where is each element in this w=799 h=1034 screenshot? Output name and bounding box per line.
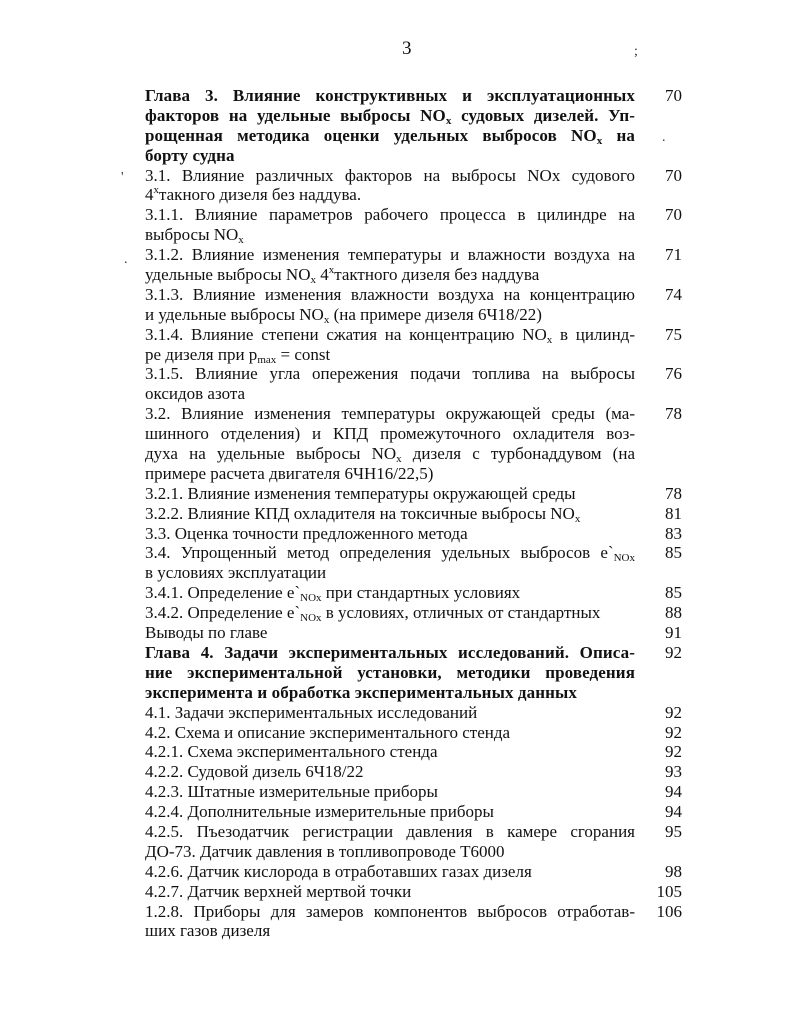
toc-line: и удельные выбросы $NO_x$ (на примере дизеля 6Ч18/22) xyxy=(145,304,542,326)
toc-line: выбросы $NO_x$ xyxy=(145,225,244,247)
toc-line: шинного отделения) и КПД промежуточного охладителя воз- xyxy=(145,424,635,444)
toc-page-number: 71 xyxy=(665,245,682,265)
toc-page-number: 92 xyxy=(665,702,682,722)
toc-entry xyxy=(145,703,682,723)
toc-line: 3.1.5. Влияние угла опережения подачи топлива на выбросы xyxy=(145,364,635,384)
subscript: x xyxy=(445,114,452,127)
superscript: x xyxy=(328,264,335,277)
toc-entry xyxy=(145,742,682,762)
toc-line: ших газов дизеля xyxy=(145,921,271,941)
toc-entry xyxy=(145,583,682,603)
table-of-contents xyxy=(145,86,682,941)
toc-entry-title xyxy=(145,484,635,504)
toc-entry-title xyxy=(145,86,635,166)
toc-entry-title xyxy=(145,205,635,245)
toc-page-number: 92 xyxy=(665,642,682,662)
toc-line: оксидов азота xyxy=(145,384,246,404)
subscript: NOx xyxy=(300,592,322,605)
toc-entry-title xyxy=(145,862,635,882)
toc-entry xyxy=(145,623,682,643)
toc-entry xyxy=(145,245,682,285)
toc-line: 4.1. Задачи экспериментальных исследований xyxy=(145,702,478,722)
scan-speck: . xyxy=(662,130,666,145)
toc-line: 4.2. Схема и описание экспериментального стенда xyxy=(145,722,511,742)
toc-page-number: 83 xyxy=(665,523,682,543)
toc-entry xyxy=(145,524,682,544)
toc-line: 4.2.4. Дополнительные измерительные приборы xyxy=(145,802,494,822)
toc-entry xyxy=(145,205,682,245)
toc-entry xyxy=(145,782,682,802)
toc-line: 3.1.3. Влияние изменения влажности воздуха на концентрацию xyxy=(145,284,635,304)
toc-line: примере расчета двигателя 6ЧН16/22,5) xyxy=(145,463,434,483)
toc-page-number: 95 xyxy=(665,821,682,841)
toc-page-number: 106 xyxy=(656,901,682,921)
toc-entry-title xyxy=(145,623,635,643)
toc-entry xyxy=(145,504,682,524)
toc-entry-title xyxy=(145,285,635,325)
toc-page-number: 78 xyxy=(665,483,682,503)
subscript: x xyxy=(574,512,581,525)
toc-page-number: 74 xyxy=(665,284,682,304)
toc-line: эксперимента и обработка экспериментальных данных xyxy=(145,682,577,702)
toc-entry-title xyxy=(145,802,635,822)
toc-line: 1.2.8. Приборы для замеров компонентов выбросов отработав- xyxy=(145,901,635,921)
toc-line: 3.2.2. Влияние КПД охладителя на токсичные выбросы $NO_x$ xyxy=(145,503,581,525)
toc-line: 3.1.2. Влияние изменения температуры и влажности воздуха на xyxy=(145,245,635,265)
toc-page-number: 76 xyxy=(665,364,682,384)
scan-speck: ; xyxy=(634,44,638,59)
toc-entry xyxy=(145,325,682,365)
subscript: NOx xyxy=(613,552,635,565)
subscript: NOx xyxy=(300,612,322,625)
scan-speck: ' xyxy=(121,170,124,185)
toc-line: 3.1.1. Влияние параметров рабочего процесса в цилиндре на xyxy=(145,205,635,225)
toc-line: 4.2.6. Датчик кислорода в отработавших газах дизеля xyxy=(145,861,532,881)
toc-page-number: 93 xyxy=(665,762,682,782)
subscript: x xyxy=(323,313,330,326)
toc-line: Выводы по главе xyxy=(145,623,268,643)
toc-entry-title xyxy=(145,742,635,762)
toc-line: 3.4. Упрощенный метод определения удельных выбросов $e`_{NOx}$ xyxy=(145,543,635,565)
page-number: 3 xyxy=(402,38,412,59)
toc-page-number: 88 xyxy=(665,603,682,623)
toc-page-number: 98 xyxy=(665,861,682,881)
toc-page-number: 70 xyxy=(665,86,682,105)
toc-line: удельные выбросы $NO_x$ 4$^x$тактного дизеля без наддува xyxy=(145,264,540,287)
toc-page-number: 105 xyxy=(656,881,682,901)
toc-chapter-entry xyxy=(145,86,682,166)
toc-entry-title xyxy=(145,325,635,365)
toc-line: 3.1.4. Влияние степени сжатия на концентрацию $NO_x$ в цилинд- xyxy=(145,324,635,346)
toc-entry xyxy=(145,723,682,743)
toc-line: 3.2. Влияние изменения температуры окружающей среды (ма- xyxy=(145,404,635,424)
toc-page-number: 92 xyxy=(665,722,682,742)
toc-line: 3.4.1. Определение $e`_{NOx}$ при стандартных условиях xyxy=(145,583,521,605)
toc-entry-title xyxy=(145,166,635,206)
toc-line: 4$^x$такного дизеля без наддува. xyxy=(145,184,362,205)
toc-entry-title xyxy=(145,782,635,802)
toc-line: 3.4.2. Определение $e`_{NOx}$ в условиях, отличных от стандартных xyxy=(145,603,601,625)
subscript: x xyxy=(238,234,244,247)
toc-entry xyxy=(145,364,682,404)
toc-entry xyxy=(145,285,682,325)
toc-line: ние экспериментальной установки, методики проведения xyxy=(145,662,635,682)
toc-line: 4.2.3. Штатные измерительные приборы xyxy=(145,782,438,802)
toc-entry xyxy=(145,862,682,882)
toc-entry-title xyxy=(145,404,635,484)
toc-entry xyxy=(145,166,682,206)
toc-line: Глава 4. Задачи экспериментальных исследований. Описа- xyxy=(145,642,635,662)
toc-entry-title xyxy=(145,703,635,723)
toc-line: 3.3. Оценка точности предложенного метода xyxy=(145,523,468,543)
toc-entry xyxy=(145,822,682,862)
toc-entry-title xyxy=(145,902,635,942)
subscript: x xyxy=(396,453,402,466)
toc-entry-title xyxy=(145,524,635,544)
toc-line: борту судна xyxy=(145,145,235,165)
toc-chapter-entry xyxy=(145,643,682,703)
toc-line: 4.2.2. Судовой дизель 6Ч18/22 xyxy=(145,762,364,782)
toc-page-number: 94 xyxy=(665,802,682,822)
toc-entry xyxy=(145,802,682,822)
toc-entry xyxy=(145,603,682,623)
toc-page-number: 70 xyxy=(665,165,682,185)
toc-page-number: 91 xyxy=(665,623,682,643)
toc-entry xyxy=(145,902,682,942)
toc-page-number: 70 xyxy=(665,205,682,225)
toc-line: 4.2.5. Пъезодатчик регистрации давления в камере сгорания xyxy=(145,821,635,841)
toc-entry-title xyxy=(145,723,635,743)
superscript: x xyxy=(153,184,159,197)
subscript: x xyxy=(596,134,603,147)
scan-speck: . xyxy=(124,252,128,267)
toc-page-number: 78 xyxy=(665,404,682,424)
toc-entry xyxy=(145,762,682,782)
toc-entry-title xyxy=(145,504,635,524)
toc-line: 4.2.7. Датчик верхней мертвой точки xyxy=(145,881,412,901)
toc-entry-title xyxy=(145,583,635,603)
toc-entry-title xyxy=(145,245,635,285)
toc-entry-title xyxy=(145,543,635,583)
toc-entry xyxy=(145,543,682,583)
toc-line: факторов на удельные выбросы $NO_x$ судовых дизелей. Уп- xyxy=(145,105,636,127)
toc-entry xyxy=(145,404,682,484)
toc-entry xyxy=(145,882,682,902)
toc-line: в условиях эксплуатации xyxy=(145,563,327,583)
toc-line: рощенная методика оценки удельных выбросов $NO_x$ на xyxy=(145,125,635,147)
toc-entry-title xyxy=(145,603,635,623)
toc-line: Глава 3. Влияние конструктивных и эксплуатационных xyxy=(145,86,635,105)
subscript: x xyxy=(310,274,316,287)
toc-entry-title xyxy=(145,643,635,703)
subscript: max xyxy=(257,353,277,366)
toc-page-number: 85 xyxy=(665,543,682,563)
toc-page-number: 92 xyxy=(665,742,682,762)
toc-entry xyxy=(145,484,682,504)
toc-entry-title xyxy=(145,364,635,404)
toc-line: ре дизеля при $p_{max}$ = const xyxy=(145,344,331,366)
toc-line: 3.1. Влияние различных факторов на выбросы NOx судового xyxy=(145,165,635,185)
toc-line: духа на удельные выбросы $NO_x$ дизеля с турбонаддувом (на xyxy=(145,444,635,466)
toc-page-number: 85 xyxy=(665,583,682,603)
toc-entry-title xyxy=(145,762,635,782)
toc-page-number: 94 xyxy=(665,782,682,802)
toc-entry-title xyxy=(145,822,635,862)
toc-line: ДО-73. Датчик давления в топливопроводе Т6000 xyxy=(145,841,505,861)
toc-page-number: 81 xyxy=(665,503,682,523)
toc-line: 3.2.1. Влияние изменения температуры окружающей среды xyxy=(145,483,576,503)
subscript: x xyxy=(546,333,553,346)
toc-entry-title xyxy=(145,882,635,902)
toc-page-number: 75 xyxy=(665,324,682,344)
toc-line: 4.2.1. Схема экспериментального стенда xyxy=(145,742,438,762)
